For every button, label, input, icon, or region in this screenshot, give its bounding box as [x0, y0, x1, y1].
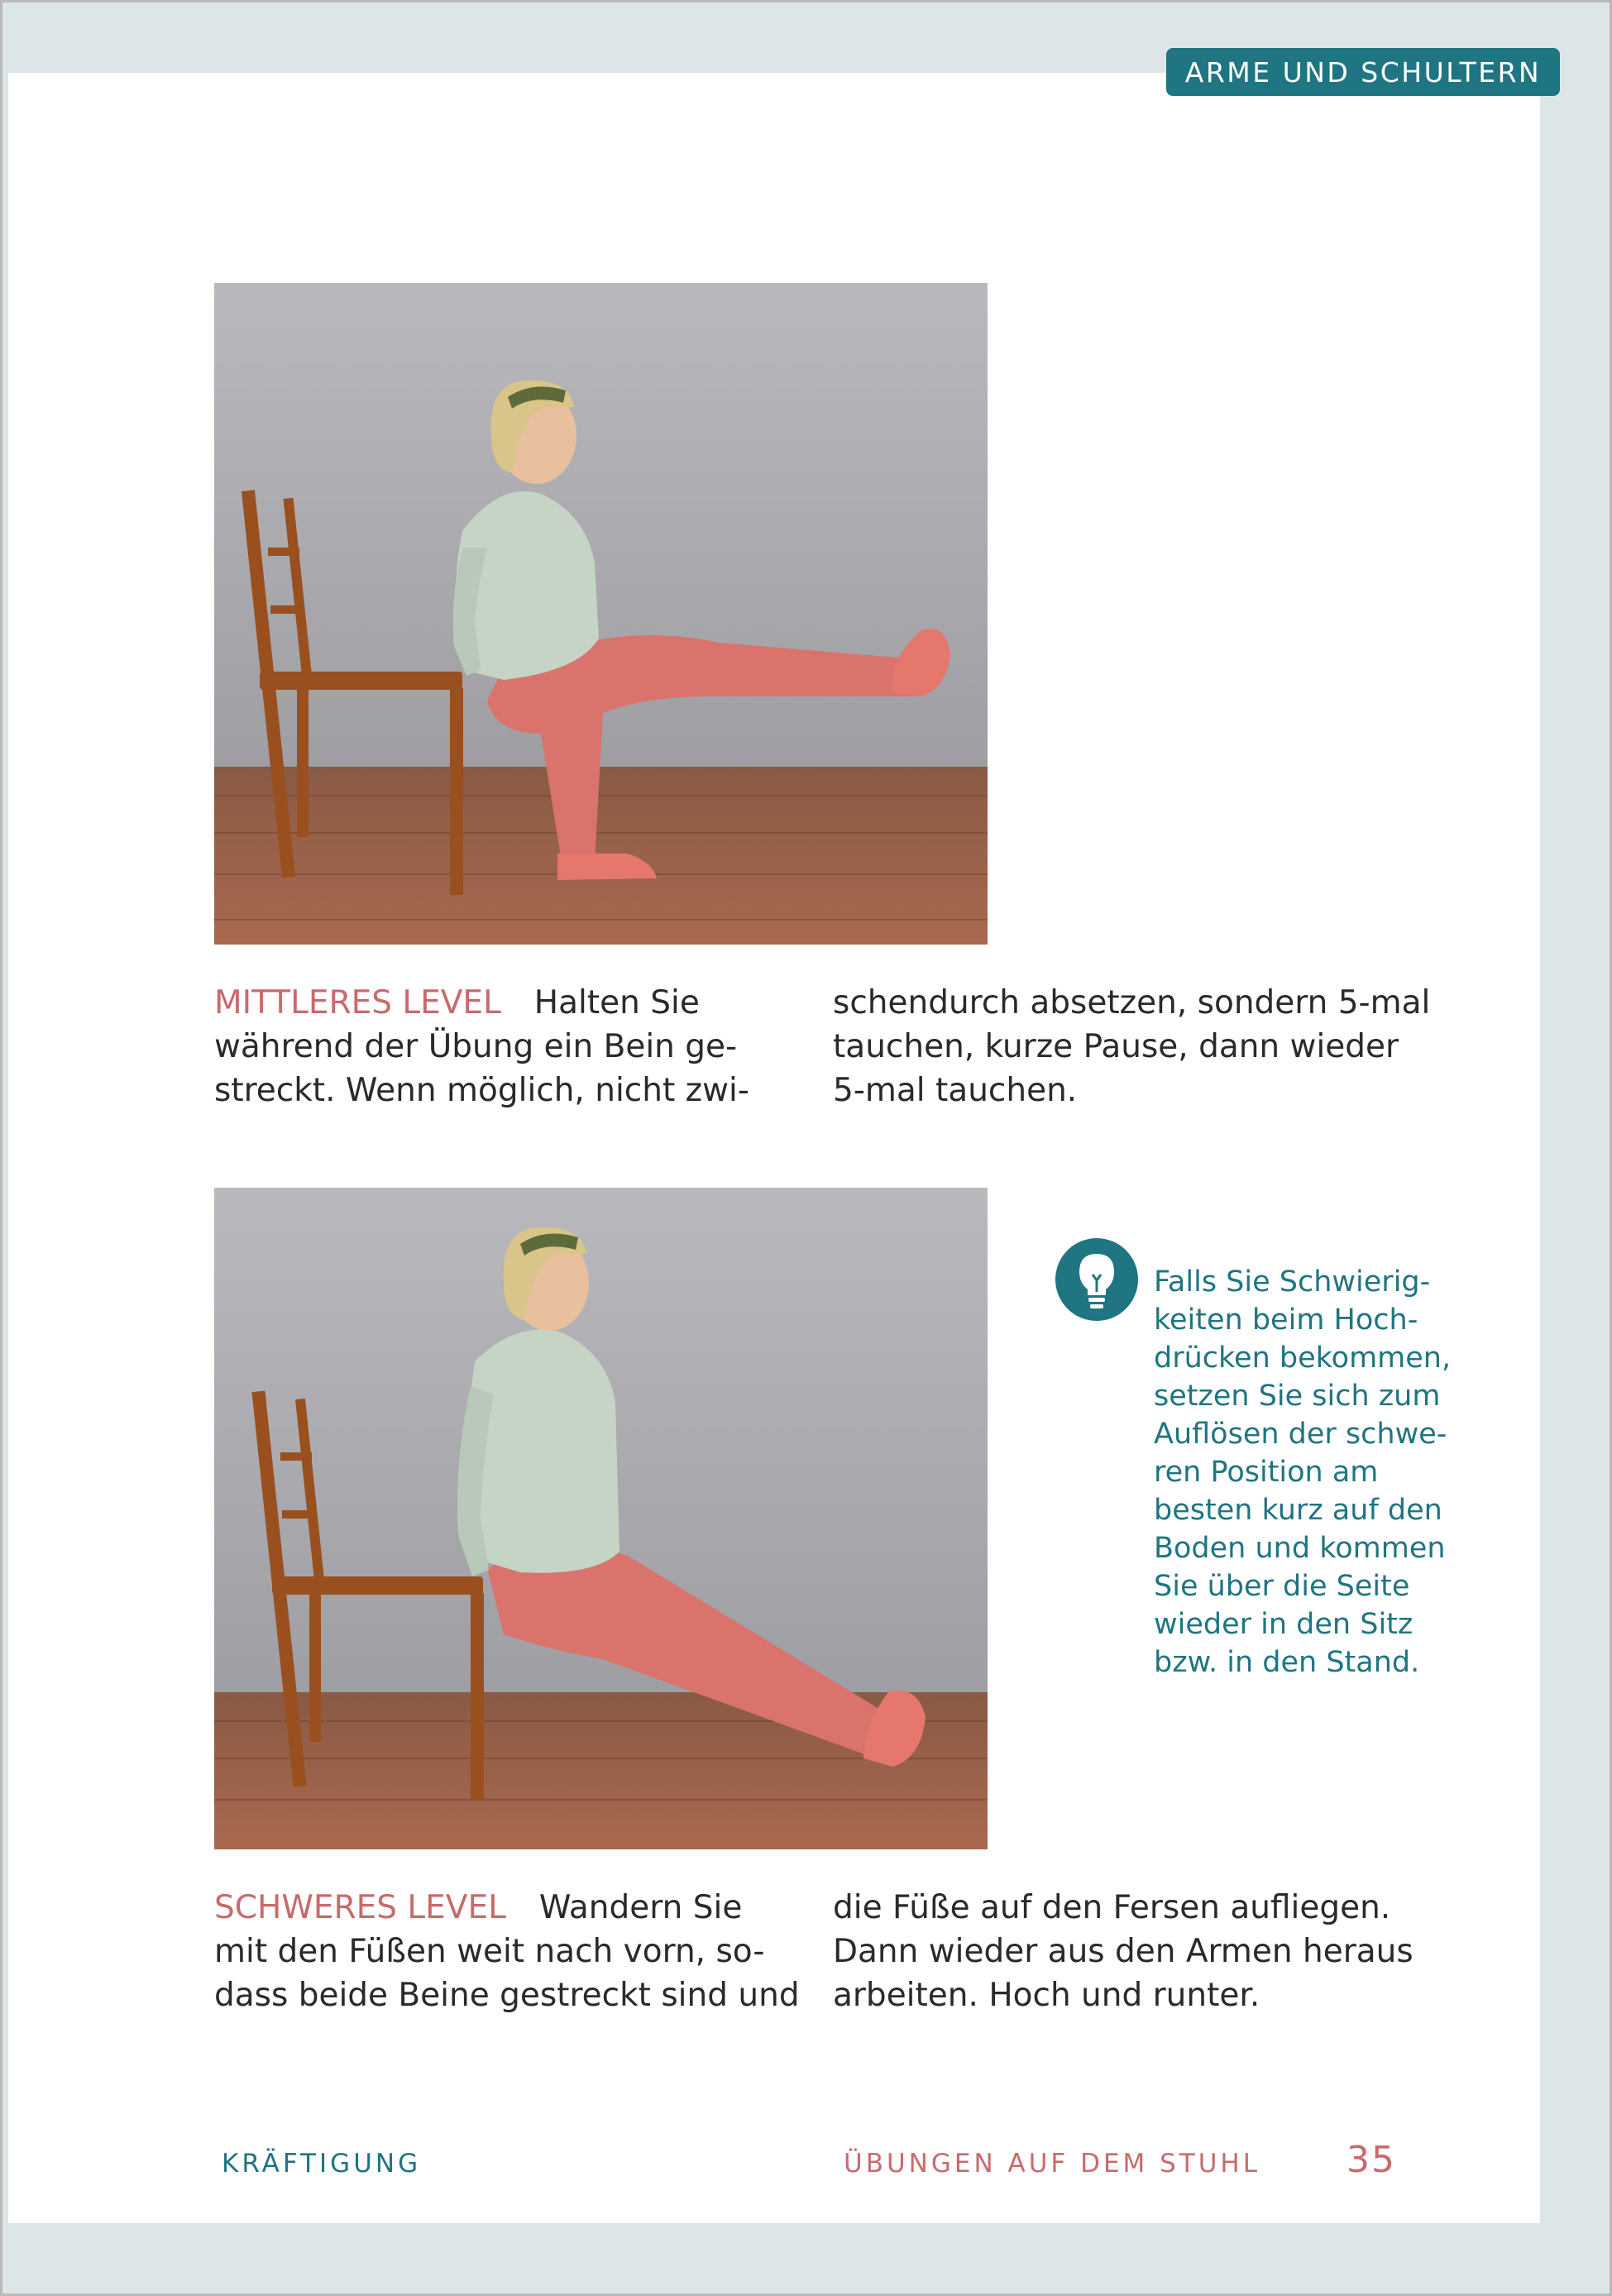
exercise-text-hard-right [833, 1886, 1445, 2017]
page-frame-bottom [0, 2223, 1612, 2296]
level-heading-hard: SCHWERES LEVEL [214, 1889, 506, 1926]
tip-line: Auflösen der schwe- [1154, 1418, 1447, 1451]
tip-line: ren Position am [1154, 1456, 1379, 1489]
text-line: 5-mal tauchen. [833, 1072, 1078, 1109]
tip-line: drücken bekommen, [1154, 1342, 1452, 1375]
exercise-text-hard-left [214, 1886, 800, 2017]
text-line: während der Übung ein Bein ge- [214, 1028, 738, 1065]
tip-line: wieder in den Sitz [1154, 1608, 1413, 1641]
level-heading-medium: MITTLERES LEVEL [214, 984, 501, 1021]
lightbulb-icon [1055, 1237, 1139, 1322]
text-line: mit den Füßen weit nach vorn, so- [214, 1933, 765, 1970]
section-tab: ARME UND SCHULTERN [1166, 48, 1560, 96]
text-line: Dann wieder aus den Armen heraus [833, 1933, 1413, 1970]
footer-section: ÜBUNGEN AUF DEM STUHL [844, 2149, 1261, 2179]
tip-text [1154, 1263, 1509, 1681]
tip-line: besten kurz auf den [1154, 1494, 1442, 1527]
text-line: die Füße auf den Fersen aufliegen. [833, 1889, 1391, 1926]
tip-line: Sie über die Seite [1154, 1570, 1410, 1603]
exercise-photo-medium [214, 283, 988, 945]
tip-line: setzen Sie sich zum [1154, 1380, 1441, 1413]
text-line: tauchen, kurze Pause, dann wieder [833, 1028, 1399, 1065]
text-line: streckt. Wenn möglich, nicht zwi- [214, 1072, 749, 1109]
footer-chapter: KRÄFTIGUNG [222, 2149, 422, 2179]
exercise-text-medium-left [214, 981, 793, 1112]
text-line: dass beide Beine gestreckt sind und [214, 1977, 800, 2014]
tip-line: bzw. in den Stand. [1154, 1646, 1420, 1679]
text-line: Halten Sie [533, 984, 700, 1021]
exercise-text-medium-right [833, 981, 1445, 1112]
text-line: Wandern Sie [538, 1889, 743, 1926]
tip-line: keiten beim Hoch- [1154, 1303, 1418, 1337]
frame-border-left [0, 0, 2, 2296]
text-line: arbeiten. Hoch und runter. [833, 1977, 1260, 2014]
page-frame-right [1540, 0, 1612, 2296]
frame-border-top [0, 0, 1612, 2]
text-line: schendurch absetzen, sondern 5-mal [833, 984, 1431, 1021]
exercise-photo-hard [214, 1188, 988, 1849]
tip-line: Boden und kommen [1154, 1532, 1446, 1565]
tip-line: Falls Sie Schwierig- [1154, 1265, 1431, 1299]
page-number: 35 [1347, 2139, 1396, 2181]
